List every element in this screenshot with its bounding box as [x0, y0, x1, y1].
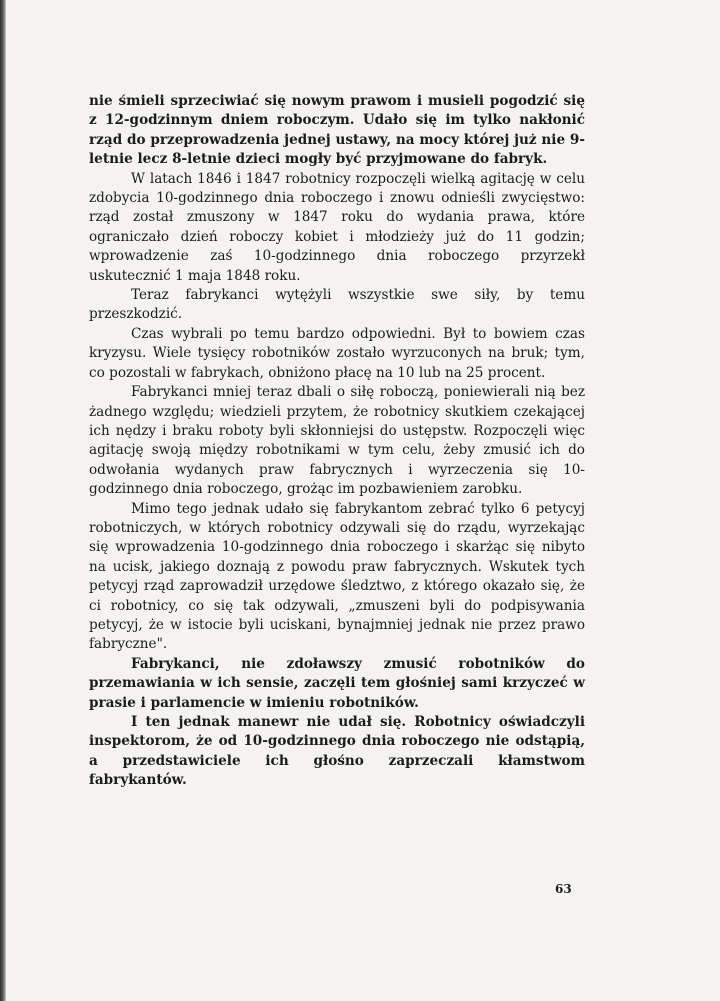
paragraph-1: nie śmieli sprzeciwiać się nowym prawom i musieli pogodzić się z 12-godzinnym dniem roboczym. Udało się im tylko nakłonić rząd do przeprowadzenia jednej ustawy, na mocy której już nie 9-letnie lecz 8-letnie dzieci mogły być przyjmowane do fabryk.: [89, 93, 585, 168]
paragraph-4: Czas wybrali po temu bardzo odpowiedni. Był to bowiem czas kryzysu. Wiele tysięcy robotników zostało wyrzuconych na bruk; tym, co pozostali w fabrykach, obniżono płacę na 10 lub na 25 procent.: [89, 325, 585, 381]
paragraph-8: I ten jednak manewr nie udał się. Robotnicy oświadczyli inspektorom, że od 10-godzinnego dnia roboczego nie odstąpią, a przedstawiciele ich głośno zaprzeczali kłamstwom fabrykantów.: [89, 714, 585, 789]
page-binding-edge: [0, 0, 6, 1001]
page-number: 63: [555, 882, 572, 896]
paragraph-3: Teraz fabrykanci wytężyli wszystkie swe siły, by temu przeszkodzić.: [89, 287, 585, 323]
paragraph-2: W latach 1846 i 1847 robotnicy rozpoczęli wielką agitację w celu zdobycia 10-godzinnego dnia roboczego i znowu odnieśli zwycięstwo: rząd został zmuszony w 1847 roku do wydania prawa, które ograniczało dzień roboczy kobiet i młodzieży już do 11 godzin; wprowadzenie zaś 10-godzinnego dnia roboczego przyrzekł uskutecznić 1 maja 1848 roku.: [89, 170, 585, 284]
paragraph-7: Fabrykanci, nie zdoławszy zmusić robotników do przemawiania w ich sensie, zaczęli tem głośniej sami krzyczeć w prasie i parlamencie w imieniu robotników.: [89, 655, 585, 711]
paragraph-6: Mimo tego jednak udało się fabrykantom zebrać tylko 6 petycyj robotniczych, w których robotnicy odzywali się do rządu, wyrzekając się wprowadzenia 10-godzinnego dnia roboczego i skarżąc się nibyto na ucisk, jakiego doznają z powodu praw fabrycznych. Wskutek tych petycyj rząd zaprowadził urzędowe śledztwo, z którego okazało się, że ci robotnicy, co się tak odzywali, „zmuszeni byli do podpisywania petycyj, że w istocie byli uciskani, bynajmniej jednak nie przez prawo fabryczne".: [89, 500, 585, 653]
page-body: [89, 92, 585, 791]
paragraph-5: Fabrykanci mniej teraz dbali o siłę roboczą, poniewierali nią bez żadnego względu; wiedzieli przytem, że robotnicy skutkiem czekającej ich nędzy i braku roboty byli skłonniejsi do ustępstw. Rozpoczęli więc agitację swoją między robotnikami w tym celu, żeby zmusić ich do odwołania wydanych praw fabrycznych i wyrzeczenia się 10-godzinnego dnia roboczego, grożąc im pozbawieniem zarobku.: [89, 384, 585, 498]
